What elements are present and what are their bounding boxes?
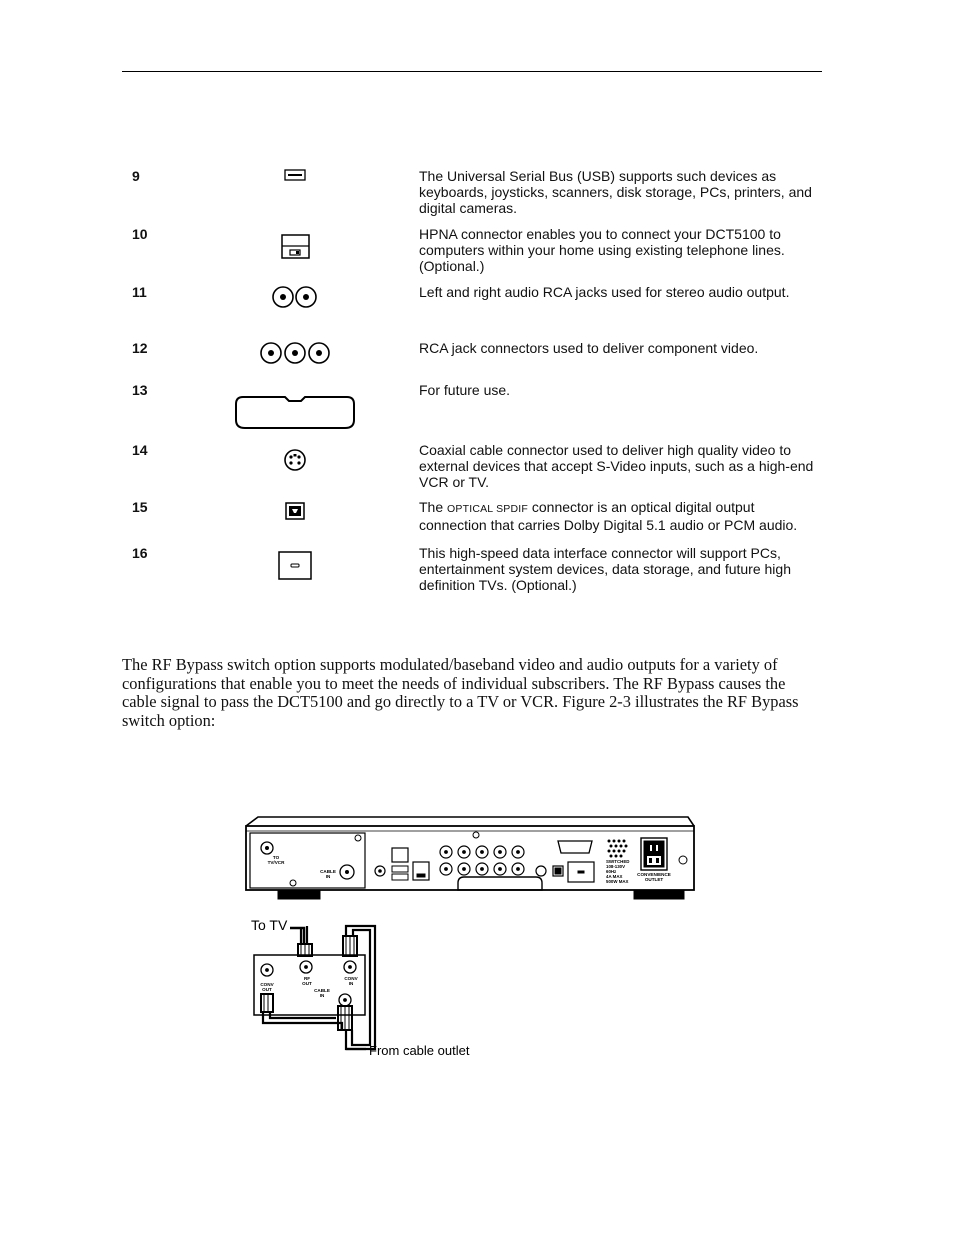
optical-spdif-label: OPTICAL SPDIF — [447, 503, 528, 515]
rf-out-label: RF — [303, 976, 311, 981]
connector-description: For future use. — [419, 382, 511, 398]
connector-number: 16 — [132, 545, 148, 561]
svg-text:108-130V: 108-130V — [606, 864, 626, 869]
svg-text:OUTLET: OUTLET — [644, 877, 664, 882]
connector-description: HPNA connector enables you to connect your DCT5100 to computers within your home using existing telephone lines. (Optional.) — [419, 226, 785, 274]
rf-bypass-paragraph: The RF Bypass switch option supports modulated/baseband video and audio outputs for a variety of configurations that enable you to meet the needs of individual subscribers. The RF Bypass causes the cable signal to pass the DCT5100 and go directly to a TV or VCR. Figure 2-3 illustrates the RF Bypass switch option: — [122, 655, 799, 730]
connector-description: Coaxial cable connector used to deliver high quality video to external devices that accept S-Video inputs, such as a high-end VCR or TV. — [419, 442, 814, 490]
svg-text:OUT: OUT — [302, 981, 312, 986]
connector-description: Left and right audio RCA jacks used for stereo audio output. — [419, 284, 790, 300]
svg-text:IN: IN — [348, 981, 354, 986]
conv-out-label: CONV — [260, 982, 274, 987]
svg-text:4A MAX: 4A MAX — [606, 874, 623, 879]
connector-number: 14 — [132, 442, 148, 458]
convenience-outlet-label: CONVENIENCE — [637, 872, 671, 877]
svg-text:OUT: OUT — [262, 987, 272, 992]
from-cable-outlet-callout: From cable outlet — [369, 1043, 470, 1058]
bypass-cable-in-label: CABLE — [314, 988, 330, 993]
to-tv-vcr-label: TO — [272, 855, 280, 860]
to-tv-callout: To TV — [251, 917, 288, 933]
connector-description: The Universal Serial Bus (USB) supports such devices as keyboards, joysticks, scanners, disk storage, PCs, printers, and digital cameras. — [419, 168, 812, 216]
connector-number: 15 — [132, 499, 148, 515]
connector-number: 10 — [132, 226, 148, 242]
connector-number: 13 — [132, 382, 148, 398]
connector-number: 12 — [132, 340, 148, 356]
svg-text:60Hz: 60Hz — [606, 869, 617, 874]
connector-number: 9 — [132, 168, 140, 184]
svg-text:500W MAX: 500W MAX — [606, 879, 629, 884]
svg-text:IN: IN — [319, 993, 325, 998]
connector-description: The OPTICAL SPDIF connector is an optical digital output connection that carries Dolby Digital 5.1 audio or PCM audio. — [419, 499, 798, 533]
connector-description: This high-speed data interface connector will support PCs, entertainment system devices, data storage, and future high definition TVs. (Optional.) — [419, 545, 791, 593]
connector-description: RCA jack connectors used to deliver component video. — [419, 340, 759, 356]
svg-text:SWITCHED: SWITCHED — [606, 859, 630, 864]
svg-text:IN: IN — [325, 874, 331, 879]
connector-number: 11 — [132, 284, 147, 300]
switched-outlet-label — [606, 859, 629, 884]
svg-text:TV/VCR: TV/VCR — [267, 860, 285, 865]
cable-in-label: CABLE — [320, 869, 336, 874]
set-top-box-rear-panel — [246, 817, 694, 899]
conv-in-label: CONV — [344, 976, 358, 981]
